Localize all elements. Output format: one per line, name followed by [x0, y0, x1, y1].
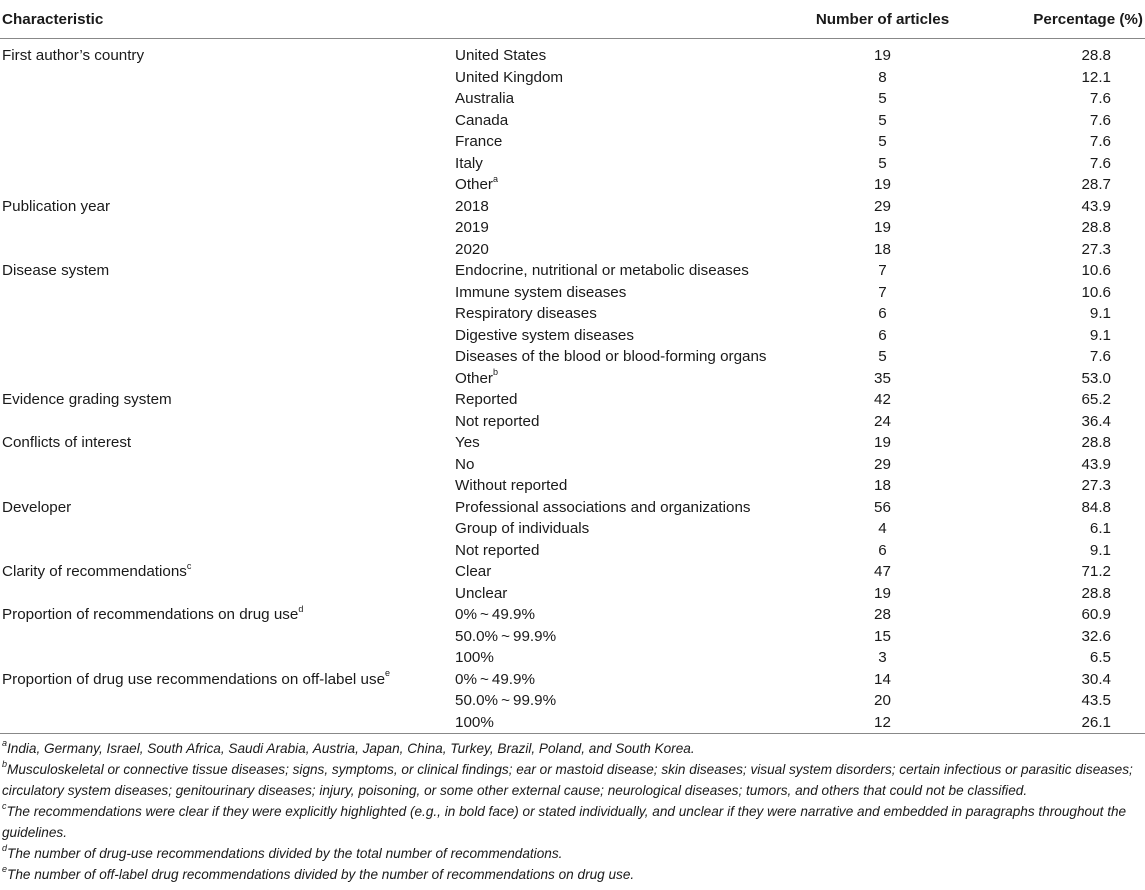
subcategory-cell-text: 2018: [455, 197, 489, 215]
article-count-cell: [795, 647, 970, 669]
subcategory-cell-text: Immune system diseases: [455, 283, 627, 301]
footnote-d: [2, 843, 1143, 864]
subcategory-cell: [455, 561, 795, 583]
article-count-cell: [795, 196, 970, 218]
article-count-cell: [795, 497, 970, 519]
subcategory-cell: [455, 174, 795, 196]
article-count-cell: [795, 368, 970, 390]
table-row: [0, 153, 1145, 175]
characteristic-cell: [0, 368, 455, 390]
subcategory-cell-text: 50.0% ~ 99.9%: [455, 692, 557, 709]
characteristic-cell: [0, 174, 455, 196]
article-count-cell: [795, 88, 970, 110]
subcategory-cell-text: Clear: [455, 563, 492, 580]
article-count-cell: [795, 411, 970, 433]
footnote-text: The number of off-label drug recommendations divided by the number of recommendations on drug use.: [7, 867, 635, 882]
table-row: [0, 411, 1145, 433]
article-count-cell: [795, 174, 970, 196]
article-count-cell: [795, 583, 970, 605]
characteristic-cell: [0, 583, 455, 605]
percentage-cell: [970, 540, 1145, 562]
characteristic-cell-text: Developer: [2, 498, 72, 516]
article-count-cell: [795, 626, 970, 648]
table-row: [0, 67, 1145, 89]
subcategory-cell: [455, 583, 795, 605]
article-count-cell: [795, 153, 970, 175]
percentage-cell: [970, 153, 1145, 175]
article-count-cell-text: 35: [874, 369, 891, 387]
subcategory-cell: [455, 690, 795, 712]
subcategory-cell: [455, 389, 795, 411]
percentage-cell: [970, 239, 1145, 261]
characteristic-cell: [0, 67, 455, 89]
percentage-cell: [970, 389, 1145, 411]
percentage-cell-text: 7.6: [1089, 133, 1111, 150]
percentage-cell-text: 6.1: [1089, 520, 1111, 537]
article-count-cell-text: 56: [874, 498, 891, 516]
characteristic-cell: [0, 432, 455, 454]
percentage-cell: [970, 110, 1145, 132]
percentage-cell-text: 71.2: [1081, 563, 1111, 580]
subcategory-cell-text: Australia: [455, 90, 515, 107]
characteristic-cell-text: Proportion of drug use recommendations on off-label use: [2, 670, 386, 688]
subcategory-cell-text: Other: [455, 176, 493, 193]
article-count-cell-text: 29: [874, 197, 891, 215]
characteristic-cell: [0, 325, 455, 347]
percentage-cell-text: 9.1: [1089, 326, 1111, 344]
header-number-of-articles: Number of articles: [795, 0, 970, 39]
percentage-cell-text: 28.8: [1081, 219, 1111, 236]
header-row: [0, 0, 1145, 39]
footnote-mark: c: [2, 801, 7, 812]
article-count-cell: [795, 131, 970, 153]
percentage-cell-text: 10.6: [1081, 262, 1111, 279]
subcategory-cell: [455, 346, 795, 368]
subcategory-cell-text: 50.0% ~ 99.9%: [455, 627, 557, 645]
footnote-text: The recommendations were clear if they were explicitly highlighted (e.g., in bold face) or stated individually, and unclear if they were narrative and embedded in paragraphs throughout the guidelines.: [2, 804, 1127, 840]
percentage-cell-text: 9.1: [1089, 541, 1111, 559]
table-row: [0, 604, 1145, 626]
percentage-cell-text: 7.6: [1089, 111, 1111, 129]
percentage-cell: [970, 217, 1145, 239]
subcategory-cell: [455, 282, 795, 304]
subcategory-cell-text: Not reported: [455, 412, 540, 430]
percentage-cell: [970, 260, 1145, 282]
table-row: [0, 626, 1145, 648]
subcategory-cell: [455, 712, 795, 734]
article-count-cell: [795, 669, 970, 691]
subcategory-cell-text: 2020: [455, 240, 489, 258]
article-count-cell: [795, 432, 970, 454]
subcategory-cell-text: 0% ~ 49.9%: [455, 606, 535, 623]
subcategory-cell-text: Other: [455, 369, 493, 387]
table-row: [0, 475, 1145, 497]
percentage-cell: [970, 475, 1145, 497]
subcategory-cell-text: Respiratory diseases: [455, 305, 597, 322]
characteristic-cell: [0, 389, 455, 411]
characteristic-cell-text: Disease system: [2, 262, 110, 279]
table-row: [0, 389, 1145, 411]
header-subcategory: [455, 0, 795, 39]
subcategory-cell-text: Group of individuals: [455, 520, 590, 537]
characteristic-cell: [0, 131, 455, 153]
characteristic-cell: [0, 153, 455, 175]
percentage-cell-text: 53.0: [1081, 369, 1111, 387]
characteristic-cell: [0, 690, 455, 712]
subcategory-cell: [455, 67, 795, 89]
footnote-mark: e: [385, 668, 391, 679]
percentage-cell: [970, 669, 1145, 691]
article-count-cell: [795, 454, 970, 476]
article-count-cell-text: 6: [878, 541, 887, 559]
characteristic-cell: [0, 604, 455, 626]
percentage-cell: [970, 647, 1145, 669]
subcategory-cell: [455, 647, 795, 669]
table-row: [0, 669, 1145, 691]
table-row: [0, 346, 1145, 368]
percentage-cell: [970, 712, 1145, 734]
percentage-cell-text: 28.8: [1081, 434, 1111, 451]
percentage-cell: [970, 583, 1145, 605]
article-count-cell-text: 19: [874, 434, 891, 451]
table-row: [0, 540, 1145, 562]
characteristic-cell-text: First author’s country: [2, 47, 145, 64]
article-count-cell-text: 5: [878, 90, 887, 107]
subcategory-cell-text: 0% ~ 49.9%: [455, 670, 535, 688]
table-row: [0, 217, 1145, 239]
percentage-cell-text: 32.6: [1081, 627, 1111, 645]
footnote-mark: d: [298, 603, 304, 614]
percentage-cell-text: 43.9: [1081, 197, 1111, 215]
subcategory-cell: [455, 518, 795, 540]
characteristic-cell-text: Publication year: [2, 197, 111, 215]
table-row: [0, 239, 1145, 261]
characteristic-cell-text: Clarity of recommendations: [2, 563, 187, 580]
article-count-cell: [795, 325, 970, 347]
subcategory-cell: [455, 131, 795, 153]
characteristic-cell: [0, 626, 455, 648]
table-row: [0, 690, 1145, 712]
article-count-cell-text: 19: [874, 219, 891, 236]
characteristic-cell: [0, 540, 455, 562]
article-count-cell: [795, 217, 970, 239]
percentage-cell: [970, 67, 1145, 89]
subcategory-cell-text: France: [455, 133, 503, 150]
percentage-cell: [970, 368, 1145, 390]
percentage-cell-text: 28.8: [1081, 584, 1111, 602]
table-row: [0, 174, 1145, 196]
percentage-cell: [970, 39, 1145, 67]
subcategory-cell: [455, 325, 795, 347]
table-row: [0, 131, 1145, 153]
footnote-text: The number of drug-use recommendations divided by the total number of recommendations.: [7, 846, 563, 861]
characteristic-cell: [0, 196, 455, 218]
table-row: [0, 454, 1145, 476]
subcategory-cell: [455, 454, 795, 476]
article-count-cell: [795, 475, 970, 497]
percentage-cell: [970, 303, 1145, 325]
characteristic-cell: [0, 303, 455, 325]
percentage-cell-text: 7.6: [1089, 90, 1111, 107]
subcategory-cell-text: 100%: [455, 649, 494, 666]
article-count-cell: [795, 604, 970, 626]
subcategory-cell-text: 100%: [455, 713, 494, 731]
characteristic-cell: [0, 561, 455, 583]
article-count-cell: [795, 540, 970, 562]
subcategory-cell-text: Canada: [455, 111, 509, 129]
subcategory-cell-text: Reported: [455, 391, 518, 408]
article-count-cell-text: 6: [878, 305, 887, 322]
percentage-cell: [970, 497, 1145, 519]
percentage-cell: [970, 561, 1145, 583]
subcategory-cell-text: Diseases of the blood or blood-forming organs: [455, 348, 767, 365]
article-count-cell-text: 5: [878, 348, 887, 365]
article-count-cell-text: 47: [874, 563, 891, 580]
article-count-cell-text: 19: [874, 584, 891, 602]
article-count-cell-text: 20: [874, 692, 891, 709]
subcategory-cell-text: Endocrine, nutritional or metabolic diseases: [455, 262, 749, 279]
footnote-mark: d: [2, 843, 8, 854]
percentage-cell-text: 30.4: [1081, 670, 1111, 688]
subcategory-cell: [455, 110, 795, 132]
article-count-cell-text: 7: [878, 262, 887, 279]
article-count-cell-text: 4: [878, 520, 887, 537]
percentage-cell-text: 36.4: [1081, 412, 1111, 430]
article-count-cell-text: 5: [878, 111, 887, 129]
article-count-cell-text: 29: [874, 455, 891, 473]
subcategory-cell: [455, 217, 795, 239]
subcategory-cell: [455, 432, 795, 454]
footnote-mark: a: [2, 738, 8, 749]
characteristic-cell: [0, 282, 455, 304]
article-count-cell-text: 18: [874, 240, 891, 258]
subcategory-cell-text: Digestive system diseases: [455, 326, 634, 344]
subcategory-cell: [455, 260, 795, 282]
table-body: [0, 39, 1145, 734]
table-row: [0, 368, 1145, 390]
characteristic-cell: [0, 260, 455, 282]
article-count-cell-text: 5: [878, 133, 887, 150]
characteristic-cell: [0, 39, 455, 67]
characteristic-cell: [0, 454, 455, 476]
article-count-cell-text: 18: [874, 477, 891, 494]
subcategory-cell: [455, 153, 795, 175]
percentage-cell-text: 43.5: [1081, 692, 1111, 709]
article-count-cell: [795, 561, 970, 583]
article-count-cell-text: 12: [874, 713, 891, 731]
article-count-cell-text: 5: [878, 154, 887, 172]
subcategory-cell-text: 2019: [455, 219, 489, 236]
article-count-cell: [795, 389, 970, 411]
percentage-cell: [970, 325, 1145, 347]
table-row: [0, 39, 1145, 67]
characteristic-cell: [0, 110, 455, 132]
article-count-cell-text: 6: [878, 326, 887, 344]
percentage-cell-text: 65.2: [1081, 391, 1111, 408]
percentage-cell-text: 43.9: [1081, 455, 1111, 473]
footnote-e: [2, 864, 1143, 885]
footnote-mark: a: [492, 173, 498, 184]
characteristic-cell-text: Proportion of recommendations on drug use: [2, 606, 299, 623]
percentage-cell: [970, 282, 1145, 304]
article-count-cell: [795, 282, 970, 304]
table-row: [0, 583, 1145, 605]
percentage-cell: [970, 454, 1145, 476]
percentage-cell-text: 84.8: [1081, 498, 1111, 516]
subcategory-cell-text: Unclear: [455, 584, 508, 602]
percentage-cell-text: 28.8: [1081, 47, 1111, 64]
footnote-a: [2, 738, 1143, 759]
subcategory-cell-text: No: [455, 455, 475, 473]
table-row: [0, 196, 1145, 218]
percentage-cell-text: 27.3: [1081, 477, 1111, 494]
characteristic-cell: [0, 88, 455, 110]
article-count-cell-text: 28: [874, 606, 891, 623]
article-count-cell: [795, 303, 970, 325]
percentage-cell: [970, 604, 1145, 626]
subcategory-cell: [455, 239, 795, 261]
article-count-cell: [795, 260, 970, 282]
article-count-cell-text: 19: [874, 47, 891, 64]
table-row: [0, 432, 1145, 454]
header-percentage: Percentage (%): [970, 0, 1145, 39]
article-count-cell: [795, 239, 970, 261]
table-row: [0, 282, 1145, 304]
percentage-cell-text: 60.9: [1081, 606, 1111, 623]
percentage-cell: [970, 196, 1145, 218]
footnote-mark: b: [2, 759, 8, 770]
footnote-mark: b: [492, 367, 498, 378]
article-count-cell: [795, 690, 970, 712]
percentage-cell: [970, 411, 1145, 433]
article-count-cell-text: 19: [874, 176, 891, 193]
table-row: [0, 647, 1145, 669]
footnote-b: [2, 759, 1143, 801]
subcategory-cell-text: United Kingdom: [455, 68, 564, 86]
article-count-cell-text: 15: [874, 627, 891, 645]
characteristic-cell: [0, 346, 455, 368]
subcategory-cell: [455, 540, 795, 562]
percentage-cell: [970, 88, 1145, 110]
characteristic-cell: [0, 217, 455, 239]
characteristic-cell: [0, 647, 455, 669]
percentage-cell-text: 27.3: [1081, 240, 1111, 258]
article-count-cell: [795, 712, 970, 734]
table-row: [0, 260, 1145, 282]
characteristic-cell: [0, 411, 455, 433]
subcategory-cell: [455, 88, 795, 110]
subcategory-cell: [455, 475, 795, 497]
percentage-cell: [970, 432, 1145, 454]
subcategory-cell: [455, 368, 795, 390]
percentage-cell: [970, 174, 1145, 196]
article-count-cell: [795, 67, 970, 89]
characteristic-cell: [0, 475, 455, 497]
percentage-cell-text: 10.6: [1081, 283, 1111, 301]
percentage-cell-text: 9.1: [1089, 305, 1111, 322]
characteristic-cell: [0, 497, 455, 519]
table-row: [0, 110, 1145, 132]
percentage-cell: [970, 346, 1145, 368]
percentage-cell: [970, 518, 1145, 540]
characteristic-cell: [0, 518, 455, 540]
footnote-text: India, Germany, Israel, South Africa, Saudi Arabia, Austria, Japan, China, Turkey, Brazil, Poland, and South Korea.: [7, 741, 695, 756]
article-count-cell: [795, 346, 970, 368]
article-count-cell-text: 42: [874, 391, 891, 408]
table-row: [0, 497, 1145, 519]
subcategory-cell-text: Yes: [455, 434, 480, 451]
footnote-mark: e: [2, 864, 8, 875]
subcategory-cell-text: Professional associations and organizations: [455, 498, 751, 516]
subcategory-cell-text: Not reported: [455, 541, 540, 559]
table-row: [0, 518, 1145, 540]
article-count-cell-text: 3: [878, 649, 887, 666]
table-row: [0, 561, 1145, 583]
percentage-cell-text: 7.6: [1089, 154, 1111, 172]
header-characteristic: Characteristic: [0, 0, 455, 39]
percentage-cell: [970, 690, 1145, 712]
footnote-text: Musculoskeletal or connective tissue diseases; signs, symptoms, or clinical findings; ear or mastoid disease; skin diseases; visual system disorders; certain infectious or parasitic diseases; circulatory system diseases; genitourinary diseases; injury, poisoning, or some other external cause; neurological diseases; tumors, and others that could not be classified.: [2, 762, 1133, 798]
table-row: [0, 712, 1145, 734]
percentage-cell-text: 7.6: [1089, 348, 1111, 365]
percentage-cell-text: 28.7: [1081, 176, 1111, 193]
article-count-cell: [795, 39, 970, 67]
article-count-cell-text: 8: [878, 68, 887, 86]
subcategory-cell: [455, 303, 795, 325]
table-row: [0, 325, 1145, 347]
subcategory-cell: [455, 604, 795, 626]
subcategory-cell-text: United States: [455, 47, 547, 64]
subcategory-cell: [455, 411, 795, 433]
characteristic-cell: [0, 239, 455, 261]
article-count-cell-text: 7: [878, 283, 887, 301]
article-count-cell: [795, 110, 970, 132]
subcategory-cell-text: Without reported: [455, 477, 568, 494]
subcategory-cell: [455, 196, 795, 218]
footnotes: [0, 734, 1145, 885]
footnote-c: [2, 801, 1143, 843]
percentage-cell-text: 26.1: [1081, 713, 1111, 731]
percentage-cell: [970, 131, 1145, 153]
subcategory-cell: [455, 497, 795, 519]
percentage-cell-text: 6.5: [1089, 649, 1111, 666]
subcategory-cell: [455, 626, 795, 648]
subcategory-cell: [455, 669, 795, 691]
subcategory-cell-text: Italy: [455, 154, 483, 172]
subcategory-cell: [455, 39, 795, 67]
article-count-cell: [795, 518, 970, 540]
table-row: [0, 88, 1145, 110]
article-count-cell-text: 24: [874, 412, 891, 430]
footnote-mark: c: [186, 560, 192, 571]
characteristic-cell: [0, 669, 455, 691]
characteristic-cell-text: Evidence grading system: [2, 391, 172, 408]
table-row: [0, 303, 1145, 325]
percentage-cell-text: 12.1: [1081, 68, 1111, 86]
article-count-cell-text: 14: [874, 670, 891, 688]
characteristic-cell-text: Conflicts of interest: [2, 434, 132, 451]
percentage-cell: [970, 626, 1145, 648]
characteristic-cell: [0, 712, 455, 734]
